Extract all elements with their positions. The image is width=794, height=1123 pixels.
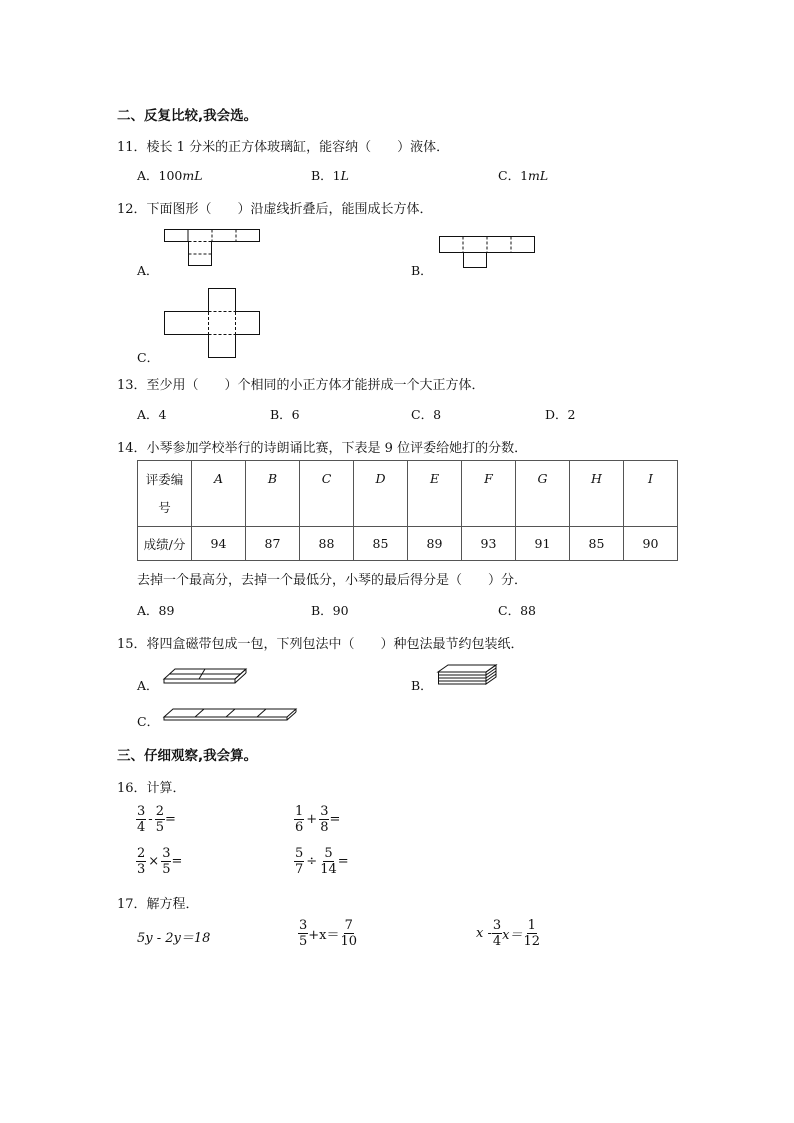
- section2-title: 二、反复比较,我会选。: [117, 108, 258, 124]
- package-b-figure: [438, 664, 498, 686]
- net-a-figure: [164, 229, 260, 267]
- q14-followup: 去掉一个最高分，去掉一个最低分，小琴的最后得分是（ ）分．: [137, 573, 528, 588]
- q15-option-a[interactable]: A．: [137, 678, 159, 693]
- calc-expression-3: $\frac{2}{3}$ × $\frac{3}{5}$ =: [137, 846, 183, 877]
- section3-title: 三、仔细观察,我会算。: [117, 748, 258, 764]
- judge-cell: B: [246, 461, 300, 527]
- q12-option-b[interactable]: B．: [411, 263, 433, 278]
- calc-expression-4: $\frac{5}{7}$ ÷ $\frac{5}{14}$ =: [295, 846, 349, 877]
- judge-cell: G: [516, 461, 570, 527]
- fraction: $\frac{5}{14}$: [320, 846, 337, 877]
- q14-option-c[interactable]: C．88: [498, 603, 536, 618]
- score-cell: 87: [246, 527, 300, 561]
- q14-option-b[interactable]: B．90: [311, 603, 349, 618]
- q13-option-c[interactable]: C．8: [411, 407, 442, 422]
- q15-option-b[interactable]: B．: [411, 678, 433, 693]
- judge-cell: E: [408, 461, 462, 527]
- fraction: $\frac{2}{3}$: [137, 846, 146, 877]
- fraction: $\frac{3}{4}$: [492, 918, 502, 949]
- score-cell: 94: [192, 527, 246, 561]
- score-cell: 88: [300, 527, 354, 561]
- score-cell: 85: [354, 527, 408, 561]
- fraction: $\frac{7}{10}$: [340, 918, 358, 949]
- judge-cell: H: [570, 461, 624, 527]
- judge-cell: C: [300, 461, 354, 527]
- calc-expression-2: $\frac{1}{6}$ + $\frac{3}{8}$ =: [295, 804, 341, 835]
- score-cell: 85: [570, 527, 624, 561]
- q11-text: 11．棱长 1 分米的正方体玻璃缸，能容纳（ ）液体．: [117, 140, 450, 155]
- q12-text: 12．下面图形（ ）沿虚线折叠后，能围成长方体．: [117, 202, 433, 217]
- judge-cell: A: [192, 461, 246, 527]
- q16-text: 16．计算．: [117, 781, 186, 796]
- fraction: $\frac{1}{12}$: [523, 918, 541, 949]
- score-header: 成绩/分: [138, 527, 192, 561]
- score-cell: 90: [624, 527, 678, 561]
- equation-1: 5y - 2y＝18: [137, 931, 211, 946]
- score-row: [138, 527, 678, 561]
- q12-option-c[interactable]: C．: [137, 350, 160, 365]
- equation-2: $\frac{3}{5}$ +x＝ $\frac{7}{10}$: [299, 918, 358, 949]
- q11-option-c[interactable]: C．1mL: [498, 168, 549, 183]
- package-a-figure: [163, 668, 247, 686]
- q12-option-a[interactable]: A．: [137, 263, 159, 278]
- score-cell: 93: [462, 527, 516, 561]
- q11-option-a[interactable]: A．100mL: [137, 168, 203, 183]
- q15-option-c[interactable]: C．: [137, 714, 160, 729]
- q14-text: 14．小琴参加学校举行的诗朗诵比赛，下表是 9 位评委给她打的分数．: [117, 441, 528, 456]
- q13-option-a[interactable]: A．4: [137, 407, 167, 422]
- q14-option-a[interactable]: A．89: [137, 603, 175, 618]
- q13-text: 13．至少用（ ）个相同的小正方体才能拼成一个大正方体．: [117, 378, 485, 393]
- fraction: $\frac{3}{8}$: [320, 804, 329, 835]
- fraction: $\frac{3}{5}$: [162, 846, 171, 877]
- q11-option-b[interactable]: B．1L: [311, 168, 349, 183]
- equation-3: x - $\frac{3}{4}$ x＝ $\frac{1}{12}$: [476, 918, 541, 949]
- q13-option-b[interactable]: B．6: [270, 407, 300, 422]
- fraction: $\frac{3}{5}$: [299, 918, 308, 949]
- net-c-figure: [164, 288, 260, 358]
- score-cell: 89: [408, 527, 462, 561]
- fraction: $\frac{1}{6}$: [295, 804, 304, 835]
- q17-text: 17．解方程．: [117, 897, 199, 912]
- fraction: $\frac{2}{5}$: [155, 804, 164, 835]
- q15-text: 15．将四盒磁带包成一包，下列包法中（ ）种包法最节约包装纸．: [117, 637, 524, 652]
- judge-header: 评委编 号: [138, 461, 192, 527]
- judge-cell: I: [624, 461, 678, 527]
- fraction: $\frac{5}{7}$: [295, 846, 304, 877]
- judge-cell: F: [462, 461, 516, 527]
- q13-option-d[interactable]: D．2: [545, 407, 576, 422]
- net-b-figure: [439, 236, 535, 268]
- fraction: $\frac{3}{4}$: [137, 804, 146, 835]
- score-table: [137, 460, 678, 561]
- score-cell: 91: [516, 527, 570, 561]
- judge-row: [138, 461, 678, 527]
- judge-cell: D: [354, 461, 408, 527]
- calc-expression-1: $\frac{3}{4}$ - $\frac{2}{5}$ =: [137, 804, 176, 835]
- package-c-figure: [163, 708, 297, 722]
